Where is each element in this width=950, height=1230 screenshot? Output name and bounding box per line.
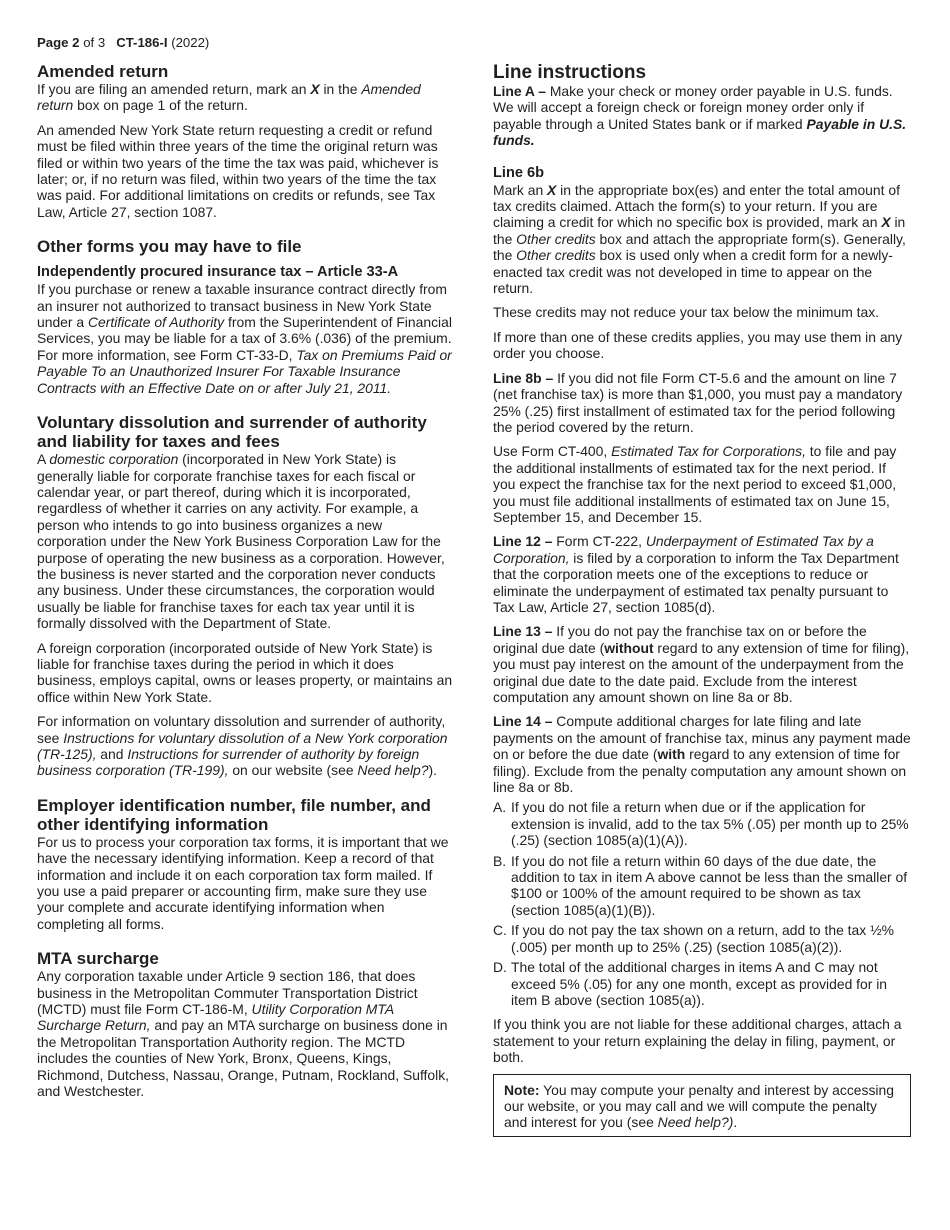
- left-column: [37, 62, 455, 1108]
- ein-heading: Employer identification number, file number, and other identifying information: [37, 795, 431, 834]
- line-8b-p1: Line 8b – If you did not file Form CT-5.6 and the amount on line 7 (net franchise tax) is more than $1,000, you must pay a mandatory 25% (.25) first installment of estimated tax for the period following the period covered by the return.: [493, 369, 903, 435]
- line-6b-p1: Mark an X in the appropriate box(es) and enter the total amount of tax credits claimed. Attach the form(s) to your return. If you are claiming a credit for which no specific box is provided, mark an X in the Other credits box and attach the appropriate form(s). Generally, the Other credits box is used only when a credit form for a newly-enacted tax credit was not developed in time to appear on the return.: [493, 181, 906, 297]
- line-6b-heading: Line 6b: [493, 164, 545, 181]
- penalty-list: [493, 799, 911, 1008]
- voluntary-dissolution-heading: Voluntary dissolution and surrender of authority and liability for taxes and fees: [37, 413, 427, 452]
- note-text: Note: You may compute your penalty and interest by accessing our website, or you may call and we will compute the penalty and interest for you (see Need help?).: [504, 1081, 894, 1131]
- voluntary-dissolution-p2: A foreign corporation (incorporated outside of New York State) is liable for franchise taxes during the period in which it does business, employs capital, owns or leases property, or maintains an office within New York State.: [37, 639, 453, 705]
- amended-return-p1: If you are filing an amended return, mark an X in the Amended return box on page 1 of the return.: [37, 81, 421, 114]
- line-instructions-heading: Line instructions: [493, 62, 647, 83]
- line-6b-p3: If more than one of these credits applies, you may use them in any order you choose.: [493, 328, 903, 362]
- voluntary-dissolution-p1: A domestic corporation (incorporated in New York State) is generally liable for corporate franchise taxes for each fiscal or calendar year, or part thereof, during which it is incorporated, regardless of whether it carries on any activity. For example, a person who intends to go into business organizes a new corporation under the New York Business Corporation Law for the purpose of operating the new business as a corporation. However, the business is never started and the corporation never conducts any business. Under these circumstances, the corporation would usually be liable for franchise taxes for each tax year until it is formally dissolved with the Department of State.: [37, 451, 445, 632]
- note-box: [493, 1074, 911, 1137]
- voluntary-dissolution-p3: For information on voluntary dissolution and surrender of authority, see Instructions for voluntary dissolution of a New York corporation (TR-125), and Instructions for surrender of authority by foreign business corporation (TR-199), on our website (see Need help?).: [37, 713, 448, 779]
- list-item: B. If you do not file a return within 60 days of the due date, the addition to tax in item A above cannot be less than the smaller of $100 or 100% of the amount required to be shown as tax (section 1085(a)(1)(B)).: [493, 852, 908, 918]
- page-of: of 3: [83, 35, 106, 50]
- mta-surcharge-heading: MTA surcharge: [37, 949, 159, 969]
- right-column: [493, 62, 911, 1137]
- line-13-instruction: Line 13 – If you do not pay the franchise tax on or before the original due date (without regard to any extension of time for filing), you must pay interest on the amount of the underpayment from the original due date to the date paid. Exclude from the interest computation any amount shown on line 8a or 8b.: [493, 623, 910, 705]
- list-item: A. If you do not file a return when due or if the application for extension is invalid, add to the tax 5% (.05) per month up to 25% (.25) (section 1085(a)(1)(A)).: [493, 799, 909, 849]
- list-item: D. The total of the additional charges in items A and C may not exceed 5% (.05) for any one month, except as provided for in item B above (section 1085(a)).: [493, 959, 888, 1008]
- amended-return-heading: Amended return: [37, 62, 169, 81]
- insurance-tax-subheading: Independently procured insurance tax – Article 33-A: [37, 264, 399, 281]
- form-year: (2022): [171, 35, 210, 50]
- insurance-tax-p1: If you purchase or renew a taxable insurance contract directly from an insurer not authorized to transact business in New York State under a Certificate of Authority from the Superintendent of Financial Services, you may be liable for a tax of 3.6% (.036) of the premium. For more information, see Form CT-33-D, Tax on Premiums Paid or Payable To an Unauthorized Insurer For Taxable Insurance Contracts with an Effective Date on or after July 21, 2011.: [37, 281, 452, 396]
- ein-p1: For us to process your corporation tax forms, it is important that we have the necessary identifying information. Keep a record of that information and include it on each corporation tax form mailed. If you use a paid preparer or accounting firm, make sure they use your complete and accurate identifying information when completing all forms.: [37, 833, 449, 932]
- mta-surcharge-p1: Any corporation taxable under Article 9 section 186, that does business in the Metropolitan Commuter Transportation District (MCTD) must file Form CT-186-M, Utility Corporation MTA Surcharge Return, and pay an MTA surcharge on business done in the Metropolitan Transportation Authority region. The MCTD includes the counties of New York, Bronx, Queens, Kings, Richmond, Dutchess, Nassau, Orange, Putnam, Rockland, Suffolk, and Westchester.: [37, 968, 450, 1100]
- line-6b-p2: These credits may not reduce your tax below the minimum tax.: [493, 304, 880, 321]
- line-8b-p2: Use Form CT-400, Estimated Tax for Corporations, to file and pay the additional installments of estimated tax for the next period. If you expect the franchise tax for the next period to exceed $1,000, you must file additional installments of estimated tax on June 15, September 15, and December 15.: [493, 443, 897, 525]
- page-header: [37, 35, 209, 51]
- line-14-closing: If you think you are not liable for these additional charges, attach a statement to your return explaining the delay in filing, payment, or both.: [493, 1016, 902, 1066]
- line-a-instruction: Line A – Make your check or money order payable in U.S. funds. We will accept a foreign check or foreign money order only if payable through a United States bank or if marked Payable in U.S. funds.: [493, 83, 907, 149]
- amended-return-p2: An amended New York State return requesting a credit or refund must be filed within three years of the time the original return was filed or within two years of the time the tax was paid, whichever is later; or, if no return was filed, within two years of the time the tax was paid. For additional limitations on credits or refunds, see Tax Law, Article 27, section 1087.: [37, 121, 439, 220]
- line-14-instruction: Line 14 – Compute additional charges for late filing and late payments on the amount of franchise tax, minus any payment made on or before the due date (with regard to any extension of time for filing). Exclude from the penalty computation any amount shown on line 8a or 8b.: [493, 713, 911, 796]
- list-item: C. If you do not pay the tax shown on a return, add to the tax ½% (.005) per month up to 25% (.25) (section 1085(a)(2)).: [493, 922, 895, 955]
- line-12-instruction: Line 12 – Form CT-222, Underpayment of Estimated Tax by a Corporation, is filed by a corporation to inform the Tax Department that the corporation meets one of the exceptions to reduce or eliminate the underpayment of estimated tax penalty pursuant to Tax Law, Article 27, section 1085(d).: [493, 533, 899, 615]
- form-number: CT-186-I: [116, 35, 168, 50]
- page-number: Page 2: [37, 35, 80, 50]
- other-forms-heading: Other forms you may have to file: [37, 237, 302, 257]
